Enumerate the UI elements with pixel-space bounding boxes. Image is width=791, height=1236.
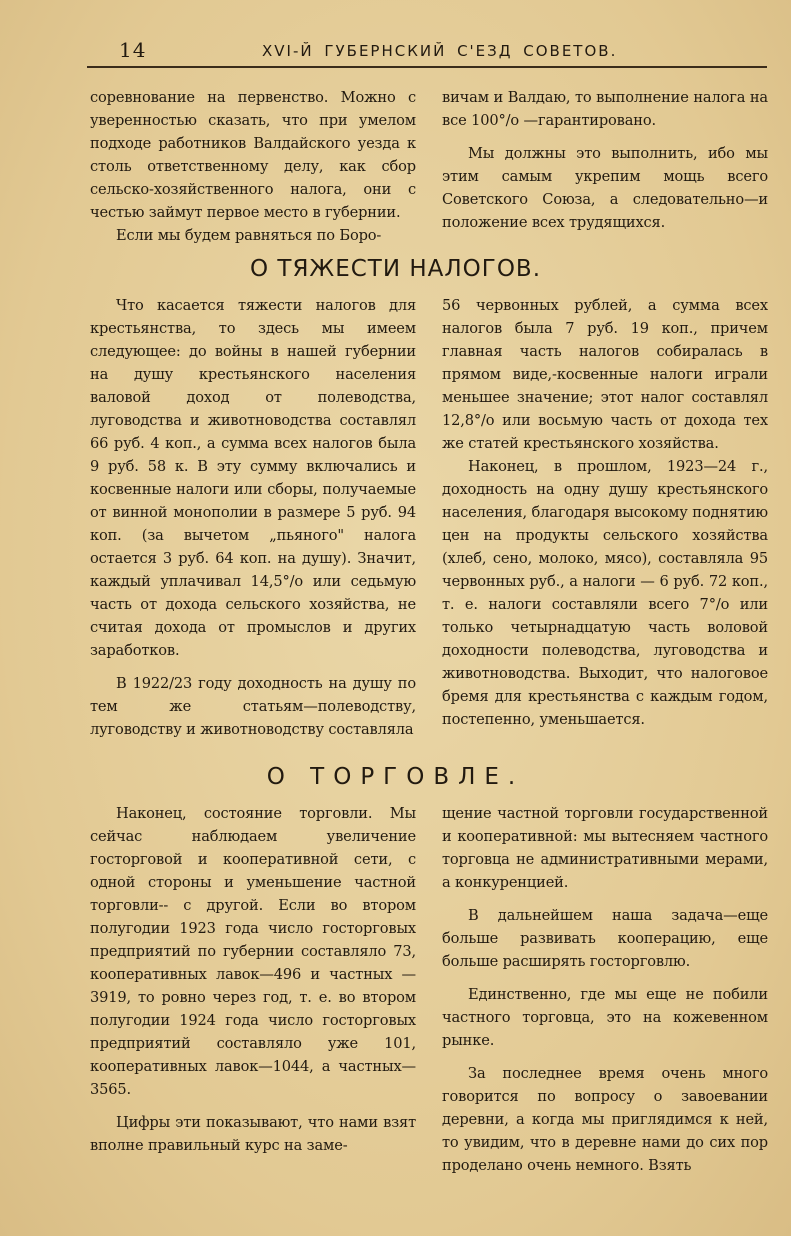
paragraph: Цифры эти показывают, что нами взят вполне правильный курс на заме- — [90, 1114, 416, 1154]
column-left — [90, 802, 416, 1177]
paragraph: Что касается тяжести налогов для крестьянства, то здесь мы имеем следующее: до войны в нашей губернии на душу крестьянского населения валовой доход от полеводства, луговодства и животноводства составлял 66 руб. 4 коп., а сумма всех налогов была 9 руб. 58 к. В эту сумму включались и косвенные налоги или сборы, получаемые от винной монополии в размере 5 руб. 94 коп. (за вычетом „пьяного" налога остается 3 руб. 64 коп. на душу). Значит, каждый уплачивал 14,5°/о или седьмую часть от дохода сельского хозяйства, не считая дохода от промыслов и других заработков. — [90, 297, 416, 659]
paragraph: Если мы будем равняться по Боро- — [116, 227, 382, 244]
paragraph: Наконец, в прошлом, 1923—24 г., доходность на одну душу крестьянского населения, благодаря высокому поднятию цен на продукты сельского хозяйства (хлеб, сено, молоко, мясо), составляла 95 червонных руб., а налоги — 6 руб. 72 коп., т. е. налоги составляли всего 7°/о или только четырнадцатую часть воловой доходности полеводства, луговодства и животноводства. Выходит, что налоговое бремя для крестьянства с каждым годом, постепенно, уменьшается. — [442, 458, 768, 728]
page-number: 14 — [119, 38, 147, 62]
section-heading-trade: О ТОРГОВЛЕ. — [266, 764, 525, 790]
running-title: XVI-Й ГУБЕРНСКИЙ С'ЕЗД СОВЕТОВ. — [262, 42, 618, 60]
column-left — [90, 294, 416, 741]
section-heading-taxes: О ТЯЖЕСТИ НАЛОГОВ. — [249, 256, 542, 282]
paragraph: Наконец, состояние торговли. Мы сейчас наблюдаем увеличение госторговой и кооперативной сети, с одной стороны и уменьшение частной торговли-- с другой. Если во втором полугодии 1923 года число госторговых предприятий по губернии составляло 73, кооперативных лавок—496 и частных —3919, то ровно через год, т. е. во втором полугодии 1924 года число госторговых предприятий составляло уже 101, кооперативных лавок—1044, а частных—3565. — [90, 805, 416, 1098]
paragraph: вичам и Валдаю, то выполнение налога на все 100°/о —гарантировано. — [442, 89, 768, 129]
column-right — [442, 294, 768, 741]
paragraph: щение частной торговли государственной и кооперативной: мы вытесняем частного торговца не административными мерами, а конкуренцией. — [442, 805, 768, 891]
column-right — [442, 802, 768, 1177]
paragraph: В 1922/23 году доходность на душу по тем же статьям—полеводству, луговодству и животноводству составляла — [90, 675, 416, 738]
column-left — [90, 86, 416, 247]
paragraph: Единственно, где мы еще не побили частного торговца, это на кожевенном рынке. — [442, 986, 768, 1049]
paragraph: За последнее время очень много говорится по вопросу о завоевании деревни, а когда мы приглядимся к ней, то увидим, что в деревне нами до сих пор проделано очень немного. Взять — [442, 1065, 768, 1174]
paragraph: соревнование на первенство. Можно с уверенностью сказать, что при умелом подходе работников Валдайского уезда к столь ответственному делу, как сбор сельско-хозяйственного налога, они с честью займут первое место в губернии. — [90, 89, 416, 221]
section-taxes — [90, 294, 768, 741]
section-intro — [90, 86, 768, 247]
column-right — [442, 86, 768, 247]
running-header — [87, 38, 767, 68]
paragraph: Мы должны это выполнить, ибо мы этим самым укрепим мощь всего Советского Союза, а следовательно—и положение всех трудящихся. — [442, 145, 768, 231]
section-trade — [90, 802, 768, 1177]
paragraph: В дальнейшем наша задача—еще больше развивать кооперацию, еще больше расширять госторговлю. — [442, 907, 768, 970]
paragraph: 56 червонных рублей, а сумма всех налогов была 7 руб. 19 коп., причем главная часть налогов собиралась в прямом виде,-косвенные налоги играли меньшее значение; этот налог составлял 12,8°/о или восьмую часть от дохода тех же статей крестьянского хозяйства. — [442, 297, 768, 452]
